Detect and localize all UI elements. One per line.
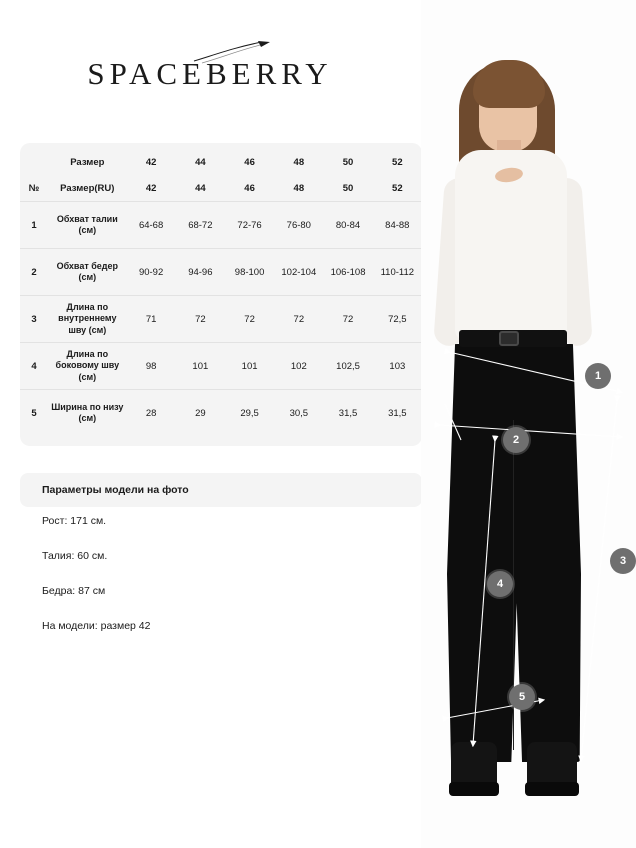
row-value: 102-104 xyxy=(274,249,323,296)
table-header-row-ru xyxy=(20,175,422,202)
header-size-50: 50 xyxy=(342,156,354,168)
header-ru-52: 52 xyxy=(373,175,422,202)
header-ru-48: 48 xyxy=(274,175,323,202)
row-value: 29 xyxy=(195,407,206,419)
header-ru-46: 46 xyxy=(225,175,274,202)
model-param-worn-size: На модели: размер 42 xyxy=(42,620,151,632)
row-value: 76-80 xyxy=(274,202,323,249)
measure-badge-2: 2 xyxy=(503,427,529,453)
row-value: 106-108 xyxy=(323,249,372,296)
row-value: 102,5 xyxy=(323,343,372,390)
row-label: Длина по боковому шву (см) xyxy=(48,343,126,390)
row-label: Ширина по низу (см) xyxy=(51,401,124,423)
header-ru-50: 50 xyxy=(323,175,372,202)
row-value: 84-88 xyxy=(373,202,422,249)
row-value: 72 xyxy=(225,296,274,343)
header-size-42: 42 xyxy=(145,156,157,168)
header-ru-44: 44 xyxy=(176,175,225,202)
row-value: 72 xyxy=(274,296,323,343)
measure-badge-5: 5 xyxy=(509,684,535,710)
model-param-waist: Талия: 60 см. xyxy=(42,550,108,562)
row-num: 4 xyxy=(20,343,48,390)
header-size-48: 48 xyxy=(293,156,305,168)
table-row xyxy=(20,249,422,296)
header-label-ru: Размер(RU) xyxy=(48,175,126,202)
row-label: Длина по внутреннему шву (см) xyxy=(48,296,126,343)
row-value: 31,5 xyxy=(388,407,407,419)
row-value: 29,5 xyxy=(240,407,259,419)
table-row xyxy=(20,296,422,343)
measure-badge-3: 3 xyxy=(610,548,636,574)
row-label: Обхват талии (см) xyxy=(48,202,126,249)
table-row xyxy=(20,343,422,390)
row-value: 64-68 xyxy=(127,202,176,249)
header-num-symbol: № xyxy=(20,175,48,202)
row-value: 98-100 xyxy=(225,249,274,296)
comet-swoosh-icon xyxy=(192,39,282,65)
row-value: 72 xyxy=(323,296,372,343)
row-value: 31,5 xyxy=(338,407,358,419)
row-num: 2 xyxy=(20,249,48,296)
row-value: 71 xyxy=(127,296,176,343)
size-table-card xyxy=(20,143,422,446)
row-value: 30,5 xyxy=(289,407,309,419)
row-value: 101 xyxy=(225,343,274,390)
measure-badge-4: 4 xyxy=(487,571,513,597)
row-value: 72,5 xyxy=(373,296,422,343)
table-row xyxy=(20,390,422,437)
brand-name: SPACEBERRY xyxy=(87,56,333,91)
row-num: 1 xyxy=(20,202,48,249)
model-param-hips: Бедра: 87 см xyxy=(42,585,106,597)
row-value: 72-76 xyxy=(225,202,274,249)
table-row xyxy=(20,202,422,249)
row-num: 3 xyxy=(20,296,48,343)
row-value: 72 xyxy=(176,296,225,343)
model-params-card xyxy=(20,473,422,507)
header-ru-42: 42 xyxy=(127,175,176,202)
measurement-lines xyxy=(421,0,636,848)
row-value: 94-96 xyxy=(176,249,225,296)
model-params-list xyxy=(42,515,402,655)
model-photo xyxy=(421,0,636,848)
row-value: 103 xyxy=(373,343,422,390)
row-value: 80-84 xyxy=(323,202,372,249)
model-params-title: Параметры модели на фото xyxy=(42,484,189,496)
row-value: 98 xyxy=(127,343,176,390)
header-size-52: 52 xyxy=(392,156,403,168)
row-value: 102 xyxy=(274,343,323,390)
row-value: 28 xyxy=(145,407,157,419)
header-size-44: 44 xyxy=(195,156,206,168)
row-num: 5 xyxy=(31,407,37,419)
table-header-row xyxy=(20,149,422,175)
size-table xyxy=(20,149,422,436)
header-label: Размер xyxy=(70,156,105,168)
row-value: 110-112 xyxy=(373,249,422,296)
measure-badge-1: 1 xyxy=(585,363,611,389)
row-label: Обхват бедер (см) xyxy=(48,249,126,296)
header-num xyxy=(20,149,48,175)
model-param-height: Рост: 171 см. xyxy=(42,515,107,527)
header-size-46: 46 xyxy=(244,156,255,168)
row-value: 90-92 xyxy=(127,249,176,296)
brand-logo xyxy=(0,56,420,92)
row-value: 68-72 xyxy=(176,202,225,249)
row-value: 101 xyxy=(176,343,225,390)
